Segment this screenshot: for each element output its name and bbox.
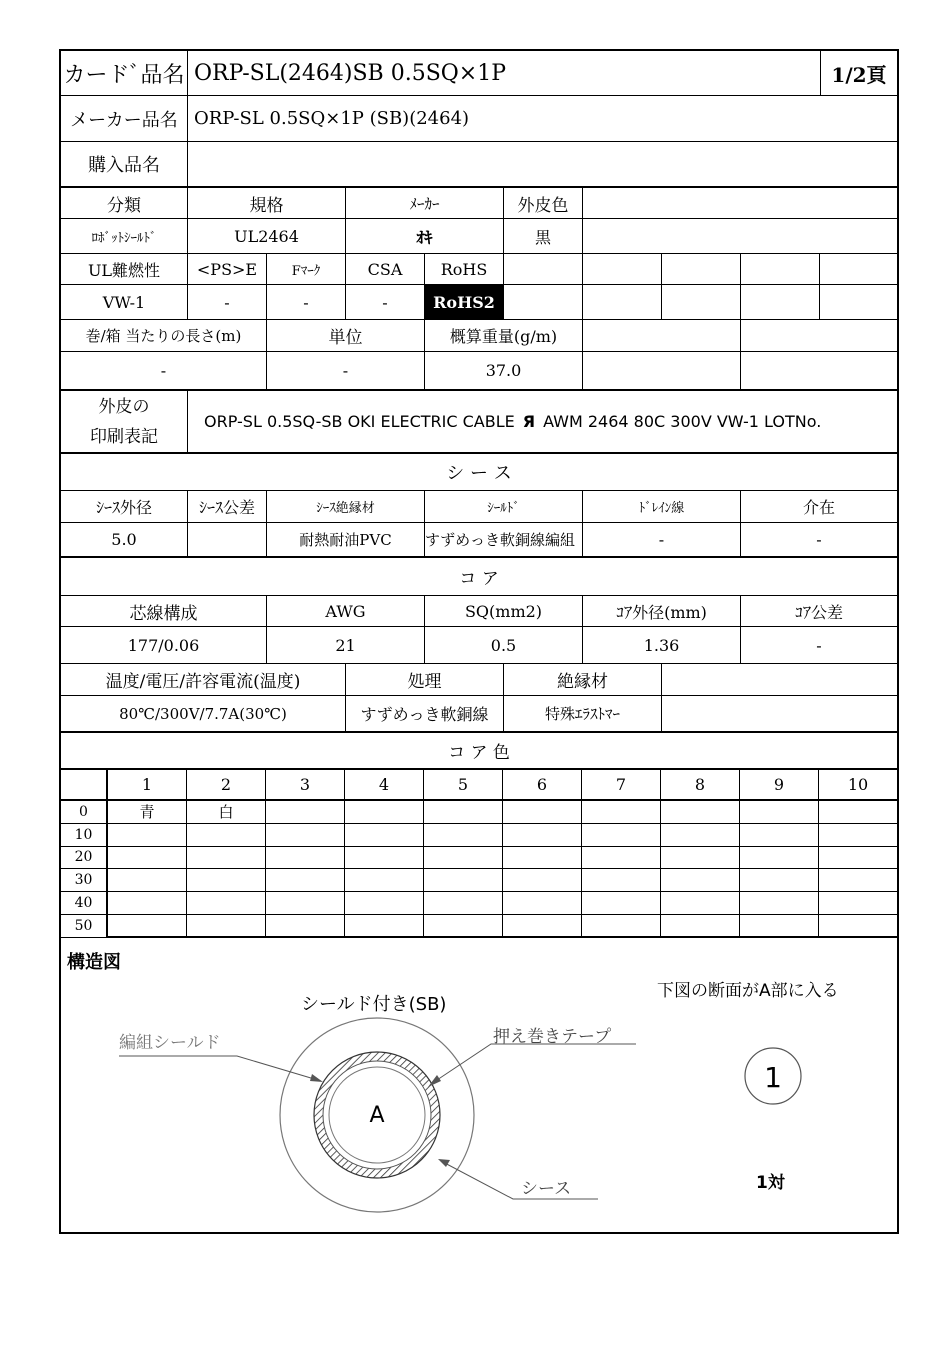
flame-header-blank-4: [741, 254, 820, 285]
core-section-title: コ ア: [61, 558, 897, 596]
core-color-cell: [187, 892, 266, 915]
diagram-title: 構造図: [67, 952, 121, 973]
core-value-rating: 80℃/300V/7.7A(30℃): [61, 696, 346, 733]
core-color-col-6: 6: [503, 770, 582, 801]
sheath-value-od: 5.0: [61, 523, 188, 558]
spec-value-standard: UL2464: [188, 219, 346, 254]
core-color-cell: [740, 824, 819, 847]
sheath-header-insulation: ｼｰｽ絶縁材: [267, 491, 425, 523]
core-color-col-5: 5: [424, 770, 503, 801]
core-color-cell: [266, 915, 345, 938]
flame-value-blank-1: [504, 285, 583, 320]
sheath-header-shield: ｼｰﾙﾄﾞ: [425, 491, 583, 523]
core-color-cell: [740, 869, 819, 892]
core-color-row-label: 10: [61, 824, 108, 847]
flame-value-blank-3: [662, 285, 741, 320]
core-value-treatment: すずめっき軟銅線: [346, 696, 504, 733]
core-header-sq: SQ(mm2): [425, 596, 583, 627]
core-color-row-label: 40: [61, 892, 108, 915]
core-header-treatment: 処理: [346, 664, 504, 696]
core-color-cell: [819, 869, 897, 892]
length-header-unit: 単位: [267, 320, 425, 352]
core-color-cell: [819, 892, 897, 915]
core-color-corner: [61, 770, 108, 801]
purchase-name-label: 購入品名: [61, 142, 188, 188]
core-color-cell: [503, 801, 582, 824]
print-label-line2: 印刷表記: [90, 426, 158, 447]
core-color-cell: [345, 892, 424, 915]
core-value-strand: 177/0.06: [61, 627, 267, 664]
card-name-value: ORP-SL(2464)SB 0.5SQ×1P: [188, 51, 821, 96]
spec-value-color: 黒: [504, 219, 583, 254]
sheath-header-drain: ﾄﾞﾚｲﾝ線: [583, 491, 741, 523]
core-color-cell: [424, 847, 503, 870]
length-header-blank-1: [583, 320, 741, 352]
flame-header-csa: CSA: [346, 254, 425, 285]
core-color-col-8: 8: [661, 770, 740, 801]
rohs2-badge: RoHS2: [425, 285, 504, 320]
sheath-value-drain: -: [583, 523, 741, 558]
sheath-header-od: ｼｰｽ外径: [61, 491, 188, 523]
print-marking-label: [61, 391, 188, 454]
core-color-row-label: 50: [61, 915, 108, 938]
spec-header-standard: 規格: [188, 188, 346, 219]
core-color-cell: [740, 915, 819, 938]
core-value-od: 1.36: [583, 627, 741, 664]
flame-header-blank-1: [504, 254, 583, 285]
core-color-cell: [503, 869, 582, 892]
core-color-cell: [661, 915, 740, 938]
sheath-label: シース: [521, 1179, 572, 1199]
print-text-b: AWM 2464 80C 300V VW-1 LOTNo.: [543, 412, 822, 431]
flame-header-blank-2: [583, 254, 662, 285]
core-color-cell: [187, 824, 266, 847]
core-color-cell: [108, 869, 187, 892]
flame-value-blank-5: [820, 285, 897, 320]
core-color-cell: [187, 869, 266, 892]
core-color-cell: [503, 892, 582, 915]
core-color-cell: [187, 915, 266, 938]
structure-diagram: [61, 938, 897, 1234]
flame-value-fmark: -: [267, 285, 346, 320]
core-color-col-4: 4: [345, 770, 424, 801]
core-value-sq: 0.5: [425, 627, 583, 664]
core-value-insulation: 特殊ｴﾗｽﾄﾏｰ: [504, 696, 662, 733]
core-color-col-9: 9: [740, 770, 819, 801]
purchase-name-value: [188, 142, 897, 188]
spec-header-class: 分類: [61, 188, 188, 219]
flame-header-blank-3: [662, 254, 741, 285]
length-value-blank-2: [741, 352, 897, 391]
core-color-cell: [819, 824, 897, 847]
core-color-cell: [503, 824, 582, 847]
core-color-cell: [503, 915, 582, 938]
length-header-blank-2: [741, 320, 897, 352]
spec-value-blank: [583, 219, 897, 254]
core-color-cell: [266, 824, 345, 847]
core-header-od: ｺｱ外径(mm): [583, 596, 741, 627]
core-value-awg: 21: [267, 627, 425, 664]
core-color-cell: [424, 892, 503, 915]
core-color-cell: [345, 869, 424, 892]
core-label: A: [369, 1103, 385, 1128]
core-color-section-title: コ ア 色: [61, 733, 897, 770]
core-color-cell: [108, 847, 187, 870]
product-card-sheet: [59, 49, 899, 1234]
core-color-cell: [582, 892, 661, 915]
length-value-blank-1: [583, 352, 741, 391]
spec-value-maker: ｵｷ: [346, 219, 504, 254]
core-color-cell: [661, 824, 740, 847]
length-header-weight: 概算重量(g/m): [425, 320, 583, 352]
core-color-cell: [661, 847, 740, 870]
flame-value-ul: VW-1: [61, 285, 188, 320]
sheath-header-tolerance: ｼｰｽ公差: [188, 491, 267, 523]
core-color-row-label: 30: [61, 869, 108, 892]
sheath-value-filler: -: [741, 523, 897, 558]
diagram-subtitle: シールド付き(SB): [301, 994, 447, 1015]
core-color-cell: [740, 847, 819, 870]
core-color-cell: [424, 824, 503, 847]
core-value-blank: [662, 696, 897, 733]
spec-header-maker: ﾒｰｶｰ: [346, 188, 504, 219]
core-color-cell: [424, 801, 503, 824]
core-color-cell: [582, 915, 661, 938]
core-color-cell: [819, 801, 897, 824]
core-color-cell: [108, 892, 187, 915]
ul-recognized-mark-icon: Я: [522, 412, 536, 431]
core-color-cell: [582, 869, 661, 892]
core-header-rating: 温度/電圧/許容電流(温度): [61, 664, 346, 696]
core-color-cell: [345, 915, 424, 938]
card-name-label: カードﾞ品名: [61, 51, 188, 96]
print-marking-text: [188, 391, 897, 454]
core-color-cell: [819, 847, 897, 870]
core-color-cell: [661, 892, 740, 915]
core-color-cell: [819, 915, 897, 938]
core-color-col-2: 2: [187, 770, 266, 801]
core-header-blank: [662, 664, 897, 696]
sheath-leader-line: [441, 1161, 598, 1199]
core-color-cell: [424, 869, 503, 892]
core-color-cell: [424, 915, 503, 938]
core-color-cell: [582, 847, 661, 870]
flame-value-blank-4: [741, 285, 820, 320]
length-header-per-roll: 巻/箱 当たりの長さ(m): [61, 320, 267, 352]
flame-header-pse: <PS>E: [188, 254, 267, 285]
core-color-cell: [345, 847, 424, 870]
cross-section-drawing: [61, 938, 897, 1234]
core-color-cell: 白: [187, 801, 266, 824]
core-color-cell: [661, 801, 740, 824]
core-color-cell: [108, 915, 187, 938]
flame-value-blank-2: [583, 285, 662, 320]
length-value-weight: 37.0: [425, 352, 583, 391]
core-color-cell: [266, 892, 345, 915]
sheath-header-filler: 介在: [741, 491, 897, 523]
braid-shield-label: 編組シールド: [119, 1033, 221, 1053]
print-text-a: ORP-SL 0.5SQ-SB OKI ELECTRIC CABLE: [204, 412, 515, 431]
core-color-row-label: 0: [61, 801, 108, 824]
spec-value-class: ﾛﾎﾞｯﾄｼｰﾙﾄﾞ: [61, 219, 188, 254]
binding-tape-label: 押え巻きテープ: [493, 1027, 612, 1047]
core-color-col-3: 3: [266, 770, 345, 801]
core-value-tolerance: -: [741, 627, 897, 664]
core-color-cell: [345, 824, 424, 847]
print-label-line1: 外皮の: [98, 396, 150, 417]
sheath-value-insulation: 耐熱耐油PVC: [267, 523, 425, 558]
length-value-per-roll: -: [61, 352, 267, 391]
core-color-cell: [187, 847, 266, 870]
pair-number: 1: [764, 1061, 782, 1094]
core-color-col-10: 10: [819, 770, 897, 801]
sheath-value-shield: すずめっき軟銅線編組: [425, 523, 583, 558]
core-color-cell: 青: [108, 801, 187, 824]
sheath-section-title: シ ー ス: [61, 454, 897, 491]
core-color-cell: [266, 869, 345, 892]
core-color-cell: [582, 801, 661, 824]
spec-header-blank: [583, 188, 897, 219]
core-header-strand: 芯線構成: [61, 596, 267, 627]
core-color-cell: [661, 869, 740, 892]
flame-header-blank-5: [820, 254, 897, 285]
core-color-col-7: 7: [582, 770, 661, 801]
core-color-cell: [266, 847, 345, 870]
diagram-note: 下図の断面がA部に入る: [657, 981, 839, 1001]
core-color-cell: [503, 847, 582, 870]
length-value-unit: -: [267, 352, 425, 391]
core-color-col-1: 1: [108, 770, 187, 801]
flame-header-rohs: RoHS: [425, 254, 504, 285]
core-color-cell: [108, 824, 187, 847]
core-color-cell: [582, 824, 661, 847]
flame-value-csa: -: [346, 285, 425, 320]
page-number: 1/2頁: [821, 51, 897, 96]
core-color-row-label: 20: [61, 847, 108, 870]
flame-header-fmark: Fﾏｰｸ: [267, 254, 346, 285]
maker-name-value: ORP-SL 0.5SQ×1P (SB)(2464): [188, 96, 897, 142]
flame-value-pse: -: [188, 285, 267, 320]
core-header-insulation: 絶縁材: [504, 664, 662, 696]
flame-header-ul: UL難燃性: [61, 254, 188, 285]
core-header-tolerance: ｺｱ公差: [741, 596, 897, 627]
core-header-awg: AWG: [267, 596, 425, 627]
core-color-cell: [266, 801, 345, 824]
core-color-cell: [740, 801, 819, 824]
spec-header-color: 外皮色: [504, 188, 583, 219]
maker-name-label: メーカー品名: [61, 96, 188, 142]
core-color-cell: [740, 892, 819, 915]
pair-label: 1対: [756, 1173, 785, 1193]
core-color-cell: [345, 801, 424, 824]
sheath-value-tolerance: [188, 523, 267, 558]
